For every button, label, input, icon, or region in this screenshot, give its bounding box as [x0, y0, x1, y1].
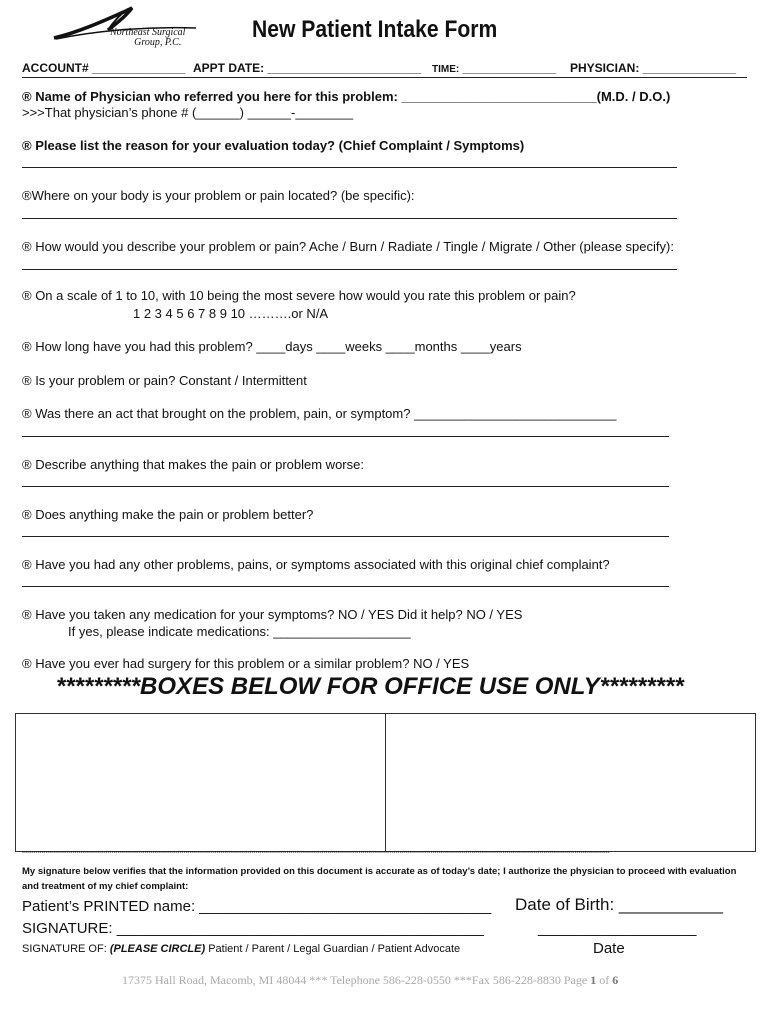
- surgery-question[interactable]: ® Have you ever had surgery for this problem or a similar problem? NO / YES: [22, 656, 470, 671]
- date-of-birth-field[interactable]: Date of Birth: ___________: [515, 895, 723, 914]
- physician-phone-field[interactable]: >>>That physician’s phone # (______) ______-________: [22, 105, 354, 120]
- footer-page-number: 1: [590, 973, 597, 987]
- page-footer: [122, 973, 618, 988]
- other-symptoms-question: ® Have you had any other problems, pains, or symptoms associated with this original chief complaint?: [22, 557, 610, 572]
- footer-page-total: 6: [612, 973, 619, 987]
- better-answer-line[interactable]: [22, 536, 669, 537]
- please-circle-label: (PLEASE CIRCLE): [109, 943, 206, 955]
- footer-address: 17375 Hall Road, Macomb, MI 48044 *** Telephone 586-228-0550 ***Fax 586-228-8830 Page: [122, 973, 591, 987]
- worse-answer-line[interactable]: [22, 486, 669, 487]
- signature-of-prefix: SIGNATURE OF:: [22, 943, 110, 955]
- date-label: Date: [593, 940, 625, 957]
- physician-field[interactable]: PHYSICIAN: ______________: [570, 61, 737, 75]
- better-question: ® Does anything make the pain or problem better?: [22, 507, 314, 522]
- signature-of-options[interactable]: Patient / Parent / Legal Guardian / Patient Advocate: [205, 943, 461, 955]
- referring-physician-question[interactable]: ® Name of Physician who referred you here for this problem: ___________________________(M.D. / D.O.): [22, 89, 671, 104]
- signature-date-line[interactable]: ___________________: [538, 920, 697, 937]
- pain-location-answer-line[interactable]: [22, 218, 677, 219]
- logo-line2: Group, P.C.: [134, 37, 182, 48]
- printed-name-field[interactable]: Patient’s PRINTED name: ___________________________________: [22, 898, 492, 915]
- account-field[interactable]: ACCOUNT# ______________: [22, 61, 186, 75]
- pain-description-answer-line[interactable]: [22, 269, 677, 270]
- time-label: TIME:: [432, 64, 460, 75]
- worse-question: ® Describe anything that makes the pain or problem worse:: [22, 457, 364, 472]
- causing-act-question[interactable]: ® Was there an act that brought on the problem, pain, or symptom? ____________________________: [22, 406, 617, 421]
- medication-question[interactable]: ® Have you taken any medication for your symptoms? NO / YES Did it help? NO / YES: [22, 607, 523, 622]
- divider-asterisks: **************************************************************************************************************************************************************************************************************************************************************************************************************: [22, 851, 610, 857]
- causing-act-answer-line[interactable]: [22, 436, 669, 437]
- pain-scale-options[interactable]: 1 2 3 4 5 6 7 8 9 10 ……….or N/A: [133, 306, 329, 321]
- time-field[interactable]: [432, 61, 556, 75]
- appt-date-field[interactable]: APPT DATE: _______________________: [193, 61, 421, 75]
- signature-of-line[interactable]: [22, 943, 460, 955]
- office-use-box-right: [385, 713, 756, 852]
- header-rule: [22, 77, 747, 78]
- pain-location-question: ®Where on your body is your problem or pain located? (be specific):: [22, 188, 415, 203]
- duration-question[interactable]: ® How long have you had this problem? ____days ____weeks ____months ____years: [22, 339, 522, 354]
- constant-intermittent-question[interactable]: ® Is your problem or pain? Constant / Intermittent: [22, 373, 307, 388]
- consent-statement: My signature below verifies that the information provided on this document is accurate as of today’s date; I authorize the physician to proceed with evaluation and treatment of my chief complaint:: [22, 866, 737, 892]
- chief-complaint-question: ® Please list the reason for your evaluation today? (Chief Complaint / Symptoms): [22, 138, 525, 153]
- time-blank: ______________: [459, 61, 556, 75]
- chief-complaint-answer-line[interactable]: [22, 167, 677, 168]
- pain-description-question: ® How would you describe your problem or pain? Ache / Burn / Radiate / Tingle / Migrate / Other (please specify):: [22, 239, 674, 254]
- other-symptoms-answer-line[interactable]: [22, 586, 669, 587]
- medication-list-field[interactable]: If yes, please indicate medications: ___________________: [68, 624, 411, 639]
- signature-field[interactable]: SIGNATURE: ____________________________________________: [22, 920, 484, 937]
- office-use-heading: *********BOXES BELOW FOR OFFICE USE ONLY*********: [56, 673, 684, 700]
- pain-scale-question: ® On a scale of 1 to 10, with 10 being the most severe how would you rate this problem or pain?: [22, 288, 576, 303]
- logo-line1: Northeast Surgical: [110, 27, 186, 38]
- page-title: New Patient Intake Form: [252, 16, 498, 43]
- office-use-box-left: [15, 713, 386, 852]
- logo-text: [110, 28, 185, 48]
- footer-of: of: [596, 973, 613, 987]
